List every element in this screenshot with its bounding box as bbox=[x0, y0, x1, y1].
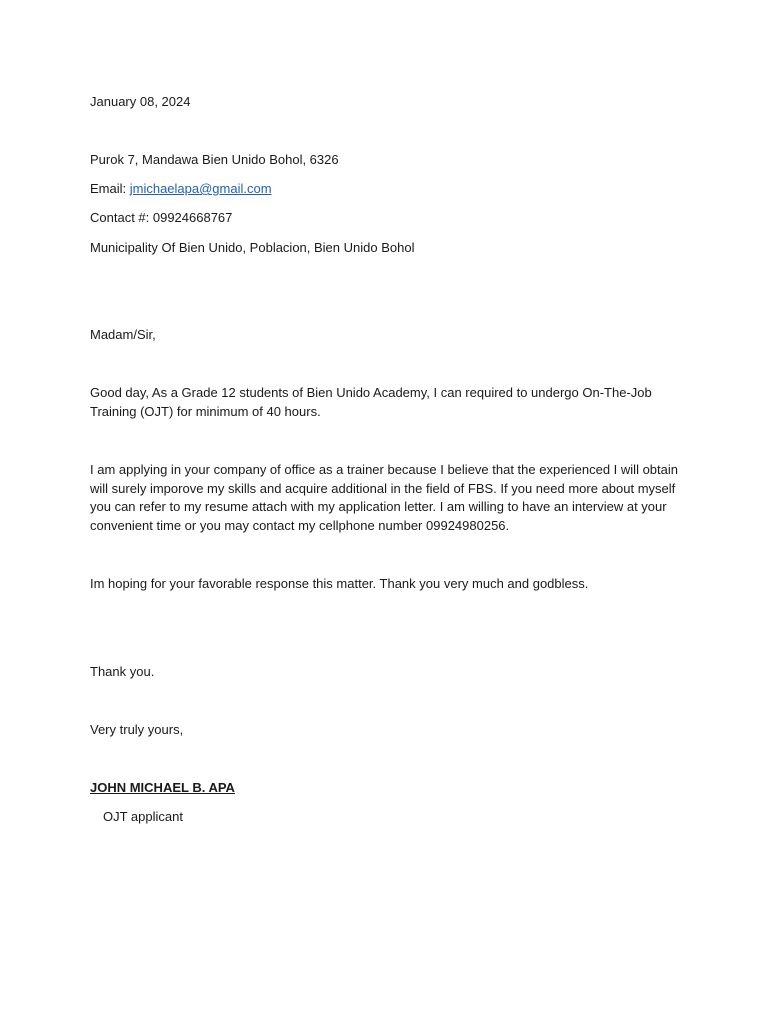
body-paragraph-3: Im hoping for your favorable response this matter. Thank you very much and godbless. bbox=[90, 576, 589, 591]
email-line bbox=[90, 180, 272, 198]
email-link[interactable]: jmichaelapa@gmail.com bbox=[129, 181, 272, 196]
salutation: Madam/Sir, bbox=[90, 327, 156, 342]
signature-title: OJT applicant bbox=[103, 809, 183, 824]
signature-name: JOHN MICHAEL B. APA bbox=[90, 780, 235, 795]
email-label: Email: bbox=[90, 181, 130, 196]
closing-line: Very truly yours, bbox=[90, 722, 184, 737]
body-paragraph-2: I am applying in your company of office as a trainer because I believe that the experienced I will obtain will surely imporove my skills and acquire additional in the field of FBS. If you need more about myself you can refer to my resume attach with my application letter. I am willing to have an interview at your convenient time or you may contact my cellphone number 09924980256. bbox=[90, 462, 678, 533]
recipient-line: Municipality Of Bien Unido, Poblacion, Bien Unido Bohol bbox=[90, 240, 415, 255]
thanks-line: Thank you. bbox=[90, 664, 155, 679]
body-paragraph-1: Good day, As a Grade 12 students of Bien Unido Academy, I can required to undergo On-The-Job Training (OJT) for minimum of 40 hours. bbox=[90, 385, 652, 419]
sender-address: Purok 7, Mandawa Bien Unido Bohol, 6326 bbox=[90, 152, 339, 167]
letter-date: January 08, 2024 bbox=[90, 94, 191, 109]
contact-line: Contact #: 09924668767 bbox=[90, 210, 233, 225]
